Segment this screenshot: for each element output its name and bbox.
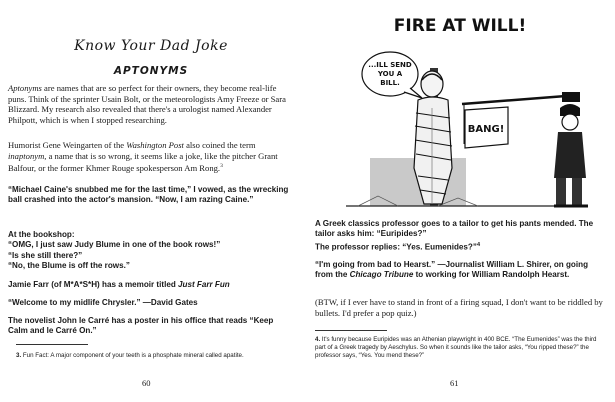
speech-line-2: YOU A — [377, 70, 403, 78]
joke-line: “Is she still there?” — [8, 250, 83, 260]
joke-text: A Greek classics professor goes to a tailor to get his pants mended. The tailor asks him: “Euripides?” — [315, 219, 594, 239]
footnote-ref-4: 4 — [476, 241, 480, 248]
p2-text-a: Humorist Gene Weingarten of the — [8, 140, 127, 150]
p2-text-e: , a name that is so wrong, it seems like a joke, like the pitcher Grant Balfour, or the former Khmer Rouge spokesperson Am Rong. — [8, 150, 278, 174]
joke-greek-professor — [315, 219, 607, 253]
footnote-number: 3. — [16, 352, 22, 359]
memoir-title: Just Farr Fun — [178, 280, 230, 289]
aside-firing-squad: (BTW, if I ever have to stand in front of a firing squad, I don't want to be riddled by bullets. I'd prefer a pop quiz.) — [315, 297, 603, 318]
footnote-3 — [16, 352, 296, 360]
right-page — [308, 0, 615, 402]
joke-line: At the bookshop: — [8, 230, 75, 239]
cartoon-illustration — [338, 8, 590, 213]
footnote-ref-3: 3 — [220, 163, 223, 170]
paragraph-aptonyms-text: are names that are so perfect for their owners, they become real-life puns. Think of the sprinter Usain Bolt, or the meteorologists Amy Freeze or Sara Blizzard. My research also revealed that there's a urologist named Alexander Philpott, which is when I stopped researching. — [8, 83, 286, 125]
left-page — [0, 0, 302, 402]
joke-chrysler: “Welcome to my midlife Chrysler.” —David Gates — [8, 298, 198, 307]
p2-term: inaptonym — [8, 150, 45, 161]
speech-bubble — [362, 52, 422, 98]
joke-michael-caine: “Michael Caine's snubbed me for the last time,” I vowed, as the wrecking ball crashed into the actor's mansion. “Now, I am razing Caine.” — [8, 185, 289, 205]
paragraph-aptonyms — [8, 83, 292, 125]
joke-jamie-farr — [8, 280, 292, 290]
chapter-header: Know Your Dad Joke — [74, 38, 228, 54]
joke-line: “No, the Blume is off the rows.” — [8, 261, 130, 271]
p2-text-c: also coined the term — [183, 140, 256, 150]
section-title: APTONYMS — [113, 65, 189, 77]
footnote-text: It's funny because Euripides was an Athenian playwright in 400 BCE. “The Eumenides” was the third part of a Greek tragedy by Aeschylus. So when it sounds like the tailor asks, “You ripped these?” the professor says, “Yes. You mend these?” — [315, 336, 597, 359]
footnote-divider — [315, 330, 387, 331]
speech-line-3: BILL. — [380, 79, 400, 87]
term-aptonyms: Aptonyms — [8, 83, 42, 93]
page-number: 61 — [450, 378, 459, 388]
joke-line: “OMG, I just saw Judy Blume in one of the book rows!” — [8, 240, 221, 250]
bang-text: BANG! — [467, 124, 505, 135]
joke-text: Jamie Farr (of M*A*S*H) has a memoir titled — [8, 280, 179, 289]
footnote-4 — [315, 336, 607, 360]
joke-text: “I'm going from bad to Hearst.” —Journalist William L. Shirer, on going from the — [315, 260, 589, 280]
footnote-number: 4. — [315, 336, 321, 343]
p2-newspaper: Washington Post — [126, 140, 184, 150]
newspaper-title: Chicago Tribune — [349, 270, 414, 280]
speech-line-1: ...ILL SEND — [368, 61, 412, 69]
cartoon-title: FIRE AT WILL! — [393, 16, 527, 36]
joke-text: to working for William Randolph Hearst. — [413, 270, 570, 280]
joke-le-carre: The novelist John le Carré has a poster in his office that reads “Keep Calm and le Carré On.” — [8, 316, 274, 336]
bound-man-figure — [414, 71, 452, 204]
paragraph-inaptonyms — [8, 140, 292, 174]
page-number: 60 — [142, 378, 151, 388]
soldier-figure — [554, 104, 588, 206]
joke-judy-blume — [8, 230, 292, 272]
joke-hearst — [315, 260, 607, 281]
footnote-divider — [16, 344, 88, 345]
joke-text: The professor replies: “Yes. Eumenides?” — [315, 242, 477, 252]
footnote-text: Fun Fact: A major component of your teeth is a phosphate mineral called apatite. — [21, 352, 244, 359]
